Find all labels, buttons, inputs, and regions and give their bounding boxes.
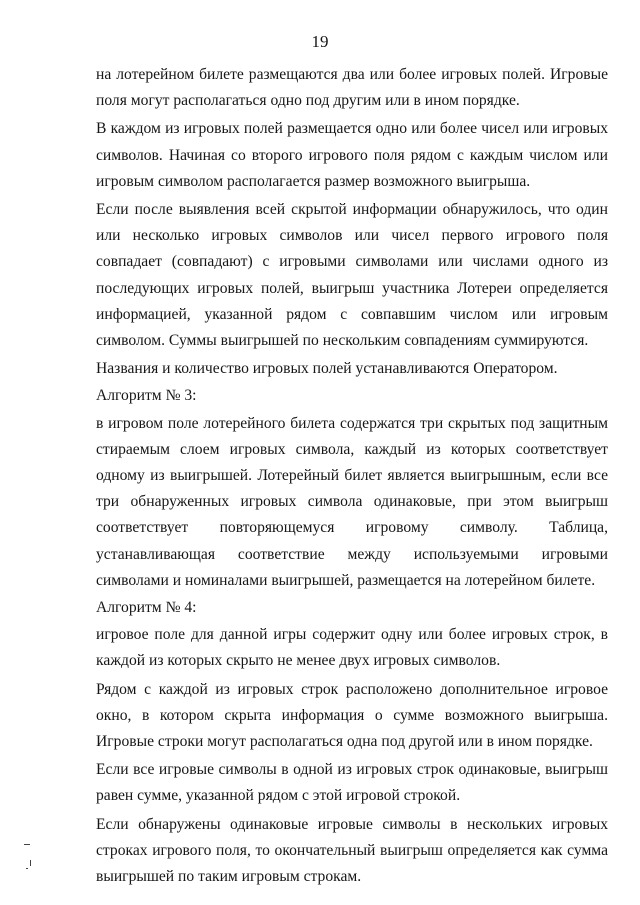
paragraph: Рядом с каждой из игровых строк расположено дополнительное игровое окно, в котором скрыта информация о сумме возможного выигрыша. Игровые строки могут располагаться одна под другой или в ином порядке. xyxy=(96,680,608,751)
page-number: 19 xyxy=(311,32,329,51)
paragraph: на лотерейном билете размещаются два или более игровых полей. Игровые поля могут располагаться одно под другим или в ином порядке. xyxy=(96,66,608,110)
paragraph: Если после выявления всей скрытой информации обнаружилось, что один или несколько игровых символов или чисел первого игрового поля совпадает (совпадают) с игровыми символами или числами одного из последующих игровых полей, выигрыш участника Лотереи определяется информацией, указанной рядом с совпавшим числом или игровым символом. Суммы выигрышей по нескольким совпадениям суммируются. xyxy=(96,201,608,350)
margin-scan-marks xyxy=(22,842,38,872)
scan-mark xyxy=(24,844,30,845)
paragraph: Названия и количество игровых полей устанавливаются Оператором. xyxy=(96,360,558,378)
paragraph: Алгоритм № 3: xyxy=(96,387,197,405)
document-body xyxy=(96,62,608,891)
paragraph: В каждом из игровых полей размещается одно или более чисел или игровых символов. Начиная со второго игрового поля рядом с каждым числом или игровым символом располагается размер возможного выигрыша. xyxy=(96,120,608,190)
paragraph: в игровом поле лотерейного билета содержатся три скрытых под защитным стираемым слоем игровых символа, каждый из которых соответствует одному из выигрышей. Лотерейный билет является выигрышным, если все три обнаруженных игровых символа одинаковые, при этом выигрыш соответствует повторяющемуся игровому символу. Таблица, устанавливающая соответствие между используемыми игровыми символами и номиналами выигрышей, размещается на лотерейном билете. xyxy=(96,414,608,589)
scan-mark xyxy=(26,868,28,869)
paragraph: Если обнаружены одинаковые игровые символы в нескольких игровых строках игрового поля, то окончательный выигрыш определяется как сумма выигрышей по таким игровым строкам. xyxy=(96,815,608,886)
paragraph: игровое поле для данной игры содержит одну или более игровых строк, в каждой из которых скрыто не менее двух игровых символов. xyxy=(96,626,608,670)
paragraph: Если все игровые символы в одной из игровых строк одинаковые, выигрыш равен сумме, указанной рядом с этой игровой строкой. xyxy=(96,761,608,805)
paragraph: Алгоритм № 4: xyxy=(96,599,197,617)
scan-mark xyxy=(30,860,31,866)
